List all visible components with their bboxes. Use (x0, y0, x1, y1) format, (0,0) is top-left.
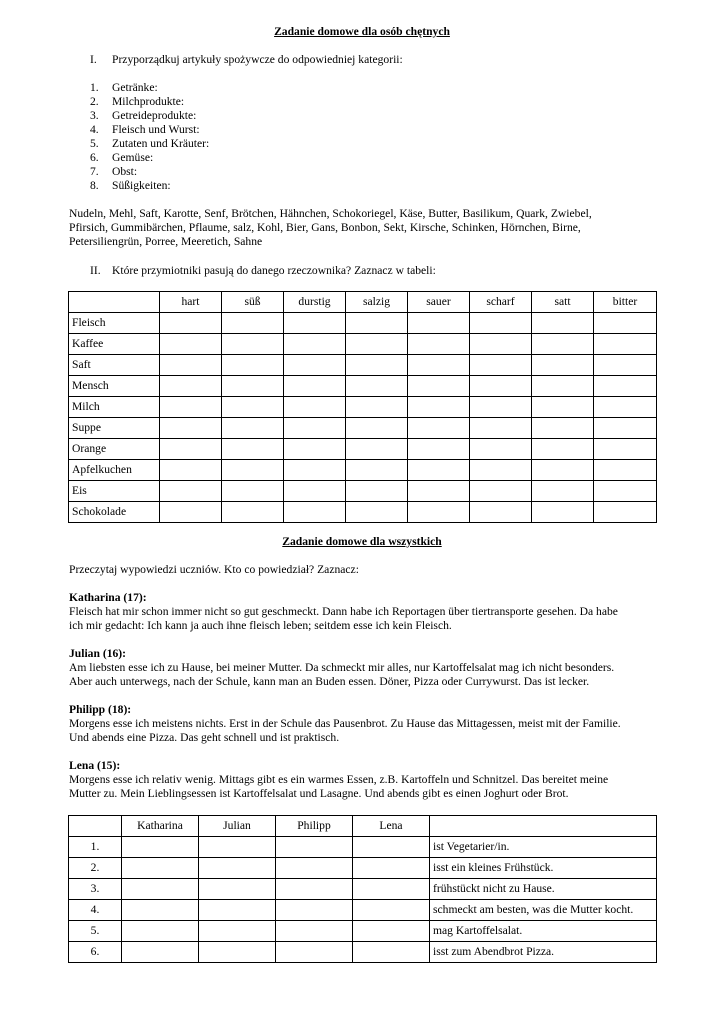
category-number: 6. (90, 151, 99, 164)
noun-row (69, 313, 657, 334)
food-words-line: Pfirsich, Gummibärchen, Pflaume, salz, Kohl, Bier, Gans, Bonbon, Sekt, Kirsche, Schinken, Hörnchen, Birne, (69, 221, 581, 234)
title-optional-homework: Zadanie domowe dla osób chętnych (274, 25, 450, 38)
speaker-name: Julian (16): (69, 647, 127, 660)
check-cell[interactable] (532, 460, 594, 481)
check-cell[interactable] (199, 900, 276, 921)
category-number: 2. (90, 95, 99, 108)
check-cell[interactable] (222, 418, 284, 439)
statement-text: schmeckt am besten, was die Mutter kocht. (430, 900, 657, 921)
check-cell[interactable] (470, 502, 532, 523)
check-cell[interactable] (346, 481, 408, 502)
check-cell[interactable] (470, 334, 532, 355)
instruction-homework-all: Przeczytaj wypowiedzi uczniów. Kto co powiedział? Zaznacz: (69, 563, 359, 576)
check-cell[interactable] (346, 460, 408, 481)
check-cell[interactable] (160, 439, 222, 460)
category-label: Getränke: (112, 81, 158, 94)
category-label: Gemüse: (112, 151, 154, 164)
statement-text: isst ein kleines Frühstück. (430, 858, 657, 879)
speaker-name: Katharina (17): (69, 591, 147, 604)
check-cell[interactable] (284, 481, 346, 502)
noun-label: Schokolade (69, 502, 160, 523)
check-cell[interactable] (160, 376, 222, 397)
food-words-paragraph (69, 207, 669, 249)
check-cell[interactable] (222, 502, 284, 523)
check-cell[interactable] (532, 397, 594, 418)
check-cell[interactable] (470, 460, 532, 481)
check-cell[interactable] (276, 879, 353, 900)
adjective-header: satt (532, 292, 594, 313)
check-cell[interactable] (122, 837, 199, 858)
check-cell[interactable] (532, 355, 594, 376)
check-cell[interactable] (594, 502, 657, 523)
check-cell[interactable] (284, 313, 346, 334)
person-header: Lena (353, 816, 430, 837)
check-cell[interactable] (532, 334, 594, 355)
check-cell[interactable] (199, 942, 276, 963)
check-cell[interactable] (532, 313, 594, 334)
check-cell[interactable] (532, 502, 594, 523)
statement-row (69, 879, 657, 900)
noun-label: Mensch (69, 376, 160, 397)
check-cell[interactable] (353, 921, 430, 942)
adjective-header: bitter (594, 292, 657, 313)
statement-text: isst zum Abendbrot Pizza. (430, 942, 657, 963)
speaker-name: Philipp (18): (69, 703, 132, 716)
noun-label: Saft (69, 355, 160, 376)
check-cell[interactable] (199, 837, 276, 858)
check-cell[interactable] (594, 376, 657, 397)
statement-line: Aber auch unterwegs, nach der Schule, kann man an Buden essen. Döner, Pizza oder Currywurst. Das ist lecker. (69, 675, 590, 688)
check-cell[interactable] (199, 879, 276, 900)
noun-label: Suppe (69, 418, 160, 439)
check-cell[interactable] (346, 397, 408, 418)
noun-label: Kaffee (69, 334, 160, 355)
check-cell[interactable] (284, 418, 346, 439)
person-header: Katharina (122, 816, 199, 837)
person-header: Julian (199, 816, 276, 837)
check-cell[interactable] (346, 376, 408, 397)
category-item (90, 95, 209, 109)
check-cell[interactable] (408, 397, 470, 418)
check-cell[interactable] (346, 355, 408, 376)
food-words-line: Petersiliengrün, Porree, Meeretich, Sahne (69, 235, 263, 248)
check-cell[interactable] (408, 502, 470, 523)
check-cell[interactable] (222, 355, 284, 376)
category-number: 8. (90, 179, 99, 192)
statement-line: Und abends eine Pizza. Das geht schnell und ist praktisch. (69, 731, 340, 744)
check-cell[interactable] (160, 334, 222, 355)
noun-row (69, 502, 657, 523)
check-cell[interactable] (160, 397, 222, 418)
check-cell[interactable] (122, 858, 199, 879)
check-cell[interactable] (532, 481, 594, 502)
statement-row (69, 921, 657, 942)
noun-row (69, 460, 657, 481)
check-cell[interactable] (594, 460, 657, 481)
check-cell[interactable] (353, 858, 430, 879)
adjective-header: sauer (408, 292, 470, 313)
check-cell[interactable] (346, 439, 408, 460)
noun-label: Orange (69, 439, 160, 460)
noun-row (69, 397, 657, 418)
category-item (90, 123, 209, 137)
check-cell[interactable] (594, 439, 657, 460)
statement-line: Mutter zu. Mein Lieblingsessen ist Kartoffelsalat und Lasagne. Und abends gibt es einen Joghurt oder Brot. (69, 787, 569, 800)
check-cell[interactable] (346, 313, 408, 334)
check-cell[interactable] (353, 837, 430, 858)
check-cell[interactable] (408, 439, 470, 460)
check-cell[interactable] (222, 313, 284, 334)
check-cell[interactable] (470, 313, 532, 334)
check-cell[interactable] (346, 418, 408, 439)
statement-row (69, 942, 657, 963)
check-cell[interactable] (222, 376, 284, 397)
category-number: 3. (90, 109, 99, 122)
check-cell[interactable] (160, 313, 222, 334)
check-cell[interactable] (353, 879, 430, 900)
category-label: Obst: (112, 165, 138, 178)
check-cell[interactable] (408, 460, 470, 481)
food-words-line: Nudeln, Mehl, Saft, Karotte, Senf, Brötchen, Hähnchen, Schokoriegel, Käse, Butter, Basilikum, Quark, Zwiebel, (69, 207, 592, 220)
statement-text: frühstückt nicht zu Hause. (430, 879, 657, 900)
task2-numeral: II. (90, 264, 101, 277)
check-cell[interactable] (346, 502, 408, 523)
statement-julian (69, 647, 669, 689)
check-cell[interactable] (284, 397, 346, 418)
statement-line: Morgens esse ich relativ wenig. Mittags gibt es ein warmes Essen, z.B. Kartoffeln und Schnitzel. Das bereitet meine (69, 773, 609, 786)
check-cell[interactable] (160, 460, 222, 481)
adjective-header: salzig (346, 292, 408, 313)
check-cell[interactable] (276, 837, 353, 858)
check-cell[interactable] (284, 355, 346, 376)
who-said-what-table (68, 815, 657, 963)
category-item (90, 165, 209, 179)
person-header-row (69, 816, 657, 837)
check-cell[interactable] (470, 376, 532, 397)
check-cell[interactable] (160, 418, 222, 439)
check-cell[interactable] (532, 376, 594, 397)
noun-label: Apfelkuchen (69, 460, 160, 481)
category-list (90, 81, 209, 193)
category-label: Fleisch und Wurst: (112, 123, 200, 136)
check-cell[interactable] (199, 921, 276, 942)
statement-philipp (69, 703, 669, 745)
check-cell[interactable] (594, 397, 657, 418)
corner-cell (69, 292, 160, 313)
statement-header-blank (430, 816, 657, 837)
noun-label: Fleisch (69, 313, 160, 334)
check-cell[interactable] (353, 900, 430, 921)
noun-row (69, 481, 657, 502)
check-cell[interactable] (276, 900, 353, 921)
check-cell[interactable] (408, 334, 470, 355)
check-cell[interactable] (222, 481, 284, 502)
task1-heading (90, 53, 403, 67)
category-item (90, 151, 209, 165)
check-cell[interactable] (470, 481, 532, 502)
noun-row (69, 334, 657, 355)
statement-row (69, 900, 657, 921)
statement-text: ist Vegetarier/in. (430, 837, 657, 858)
noun-row (69, 355, 657, 376)
category-number: 7. (90, 165, 99, 178)
category-label: Süßigkeiten: (112, 179, 171, 192)
check-cell[interactable] (276, 858, 353, 879)
corner-cell (69, 816, 122, 837)
check-cell[interactable] (222, 397, 284, 418)
noun-row (69, 376, 657, 397)
check-cell[interactable] (276, 942, 353, 963)
task1-instruction: Przyporządkuj artykuły spożywcze do odpowiedniej kategorii: (112, 53, 403, 66)
check-cell[interactable] (122, 921, 199, 942)
check-cell[interactable] (594, 418, 657, 439)
category-item (90, 81, 209, 95)
category-number: 1. (90, 81, 99, 94)
check-cell[interactable] (408, 313, 470, 334)
check-cell[interactable] (346, 334, 408, 355)
adjective-header: süß (222, 292, 284, 313)
category-item (90, 179, 209, 193)
adjective-header: hart (160, 292, 222, 313)
statement-line: ich mir gedacht: Ich kann ja auch ihne fleisch leben; seitdem esse ich kein Fleisch. (69, 619, 452, 632)
adjective-header: durstig (284, 292, 346, 313)
check-cell[interactable] (594, 313, 657, 334)
row-number: 2. (69, 858, 122, 879)
statement-line: Am liebsten esse ich zu Hause, bei meiner Mutter. Da schmeckt mir alles, nur Kartoffelsalat mag ich nicht besonders. (69, 661, 615, 674)
check-cell[interactable] (122, 942, 199, 963)
check-cell[interactable] (470, 439, 532, 460)
check-cell[interactable] (470, 355, 532, 376)
statement-lena (69, 759, 669, 801)
check-cell[interactable] (594, 355, 657, 376)
check-cell[interactable] (276, 921, 353, 942)
statement-row (69, 858, 657, 879)
noun-row (69, 439, 657, 460)
check-cell[interactable] (284, 439, 346, 460)
check-cell[interactable] (408, 418, 470, 439)
category-label: Zutaten und Kräuter: (112, 137, 210, 150)
noun-label: Milch (69, 397, 160, 418)
check-cell[interactable] (594, 334, 657, 355)
check-cell[interactable] (160, 502, 222, 523)
check-cell[interactable] (222, 460, 284, 481)
title-homework-all: Zadanie domowe dla wszystkich (282, 535, 442, 548)
category-number: 4. (90, 123, 99, 136)
task2-heading (90, 264, 436, 278)
statement-row (69, 837, 657, 858)
category-item (90, 137, 209, 151)
adjective-header-row (69, 292, 657, 313)
check-cell[interactable] (470, 397, 532, 418)
check-cell[interactable] (199, 858, 276, 879)
adjective-header: scharf (470, 292, 532, 313)
check-cell[interactable] (122, 879, 199, 900)
statement-line: Morgens esse ich meistens nichts. Erst in der Schule das Pausenbrot. Zu Hause das Mittagessen, meist mit der Familie. (69, 717, 621, 730)
check-cell[interactable] (353, 942, 430, 963)
category-label: Milchprodukte: (112, 95, 185, 108)
adjective-table (68, 291, 657, 523)
check-cell[interactable] (470, 418, 532, 439)
person-header: Philipp (276, 816, 353, 837)
noun-label: Eis (69, 481, 160, 502)
row-number: 5. (69, 921, 122, 942)
check-cell[interactable] (222, 334, 284, 355)
task2-instruction: Które przymiotniki pasują do danego rzeczownika? Zaznacz w tabeli: (112, 264, 436, 277)
row-number: 4. (69, 900, 122, 921)
check-cell[interactable] (284, 460, 346, 481)
check-cell[interactable] (594, 481, 657, 502)
check-cell[interactable] (532, 418, 594, 439)
row-number: 1. (69, 837, 122, 858)
check-cell[interactable] (284, 376, 346, 397)
check-cell[interactable] (122, 900, 199, 921)
row-number: 6. (69, 942, 122, 963)
row-number: 3. (69, 879, 122, 900)
check-cell[interactable] (160, 481, 222, 502)
statement-line: Fleisch hat mir schon immer nicht so gut geschmeckt. Dann habe ich Reportagen über tiertransporte gesehen. Da habe (69, 605, 618, 618)
check-cell[interactable] (160, 355, 222, 376)
statement-katharina (69, 591, 669, 633)
check-cell[interactable] (408, 355, 470, 376)
speaker-name: Lena (15): (69, 759, 121, 772)
noun-row (69, 418, 657, 439)
check-cell[interactable] (284, 502, 346, 523)
category-label: Getreideprodukte: (112, 109, 197, 122)
check-cell[interactable] (408, 481, 470, 502)
check-cell[interactable] (408, 376, 470, 397)
statement-text: mag Kartoffelsalat. (430, 921, 657, 942)
task1-numeral: I. (90, 53, 97, 66)
check-cell[interactable] (284, 334, 346, 355)
category-number: 5. (90, 137, 99, 150)
category-item (90, 109, 209, 123)
check-cell[interactable] (532, 439, 594, 460)
check-cell[interactable] (222, 439, 284, 460)
